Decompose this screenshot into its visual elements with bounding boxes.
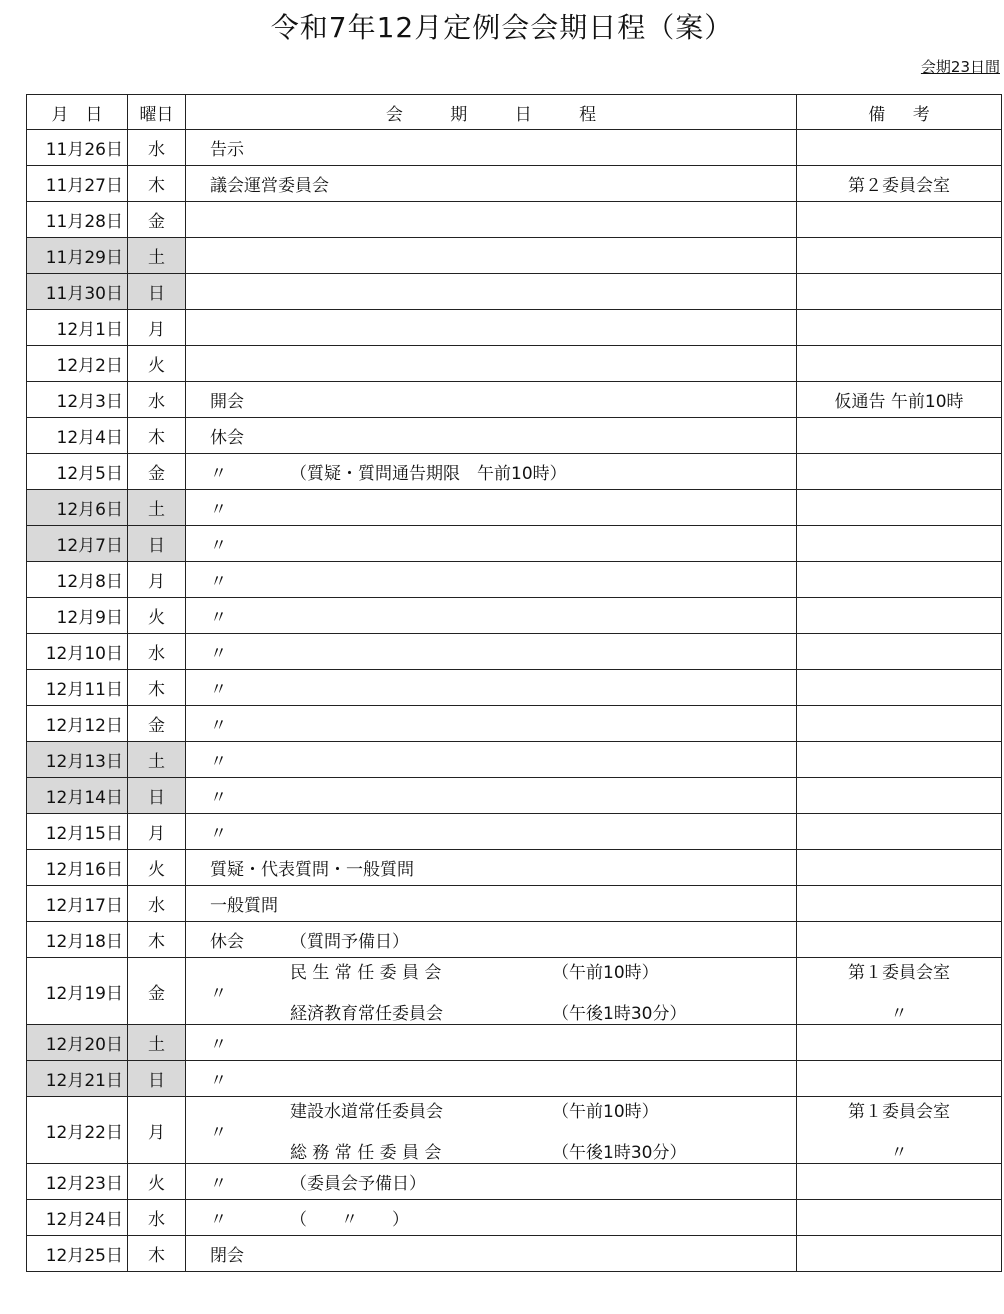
schedule-remark: （委員会予備日） (290, 1174, 426, 1194)
ditto-mark: 〃 (210, 983, 227, 1004)
day-of-week-cell: 木 (128, 922, 186, 958)
schedule-cell (186, 958, 797, 1025)
table-row (27, 670, 1002, 706)
table-row (27, 1164, 1002, 1200)
schedule-cell (186, 1200, 797, 1236)
committee-name: 総 務 常 任 委 員 会 (290, 1143, 442, 1163)
schedule-cell: 〃 (186, 526, 797, 562)
table-row (27, 346, 1002, 382)
schedule-text: 〃 (210, 1174, 227, 1194)
day-of-week-cell: 金 (128, 454, 186, 490)
note-cell (797, 742, 1002, 778)
note-cell (797, 778, 1002, 814)
note-text: 〃 (890, 1004, 908, 1024)
table-row (27, 850, 1002, 886)
header-row (27, 95, 1002, 130)
header-day-of-week: 曜日 (128, 95, 186, 130)
day-of-week-cell: 水 (128, 886, 186, 922)
table-row (27, 166, 1002, 202)
note-cell (797, 454, 1002, 490)
date-cell: 12月18日 (27, 922, 128, 958)
date-cell: 12月15日 (27, 814, 128, 850)
date-cell: 12月16日 (27, 850, 128, 886)
schedule-cell: 一般質問 (186, 886, 797, 922)
table-row (27, 1200, 1002, 1236)
date-cell: 12月13日 (27, 742, 128, 778)
table-row (27, 1025, 1002, 1061)
note-text: 第１委員会室 (848, 963, 950, 983)
schedule-cell (186, 1097, 797, 1164)
date-cell: 12月25日 (27, 1236, 128, 1272)
note-cell (797, 922, 1002, 958)
note-cell (797, 418, 1002, 454)
header-notes: 備 考 (797, 95, 1002, 130)
header-date: 月 日 (27, 95, 128, 130)
committee-name: 民 生 常 任 委 員 会 (290, 963, 442, 983)
table-row (27, 310, 1002, 346)
date-cell: 12月23日 (27, 1164, 128, 1200)
note-cell (797, 958, 1002, 1025)
day-of-week-cell: 日 (128, 526, 186, 562)
schedule-cell: 開会 (186, 382, 797, 418)
schedule-text: 休会 (210, 932, 244, 952)
table-row (27, 382, 1002, 418)
date-cell: 12月20日 (27, 1025, 128, 1061)
date-cell: 11月28日 (27, 202, 128, 238)
note-cell (797, 670, 1002, 706)
day-of-week-cell: 火 (128, 1164, 186, 1200)
date-cell: 12月17日 (27, 886, 128, 922)
day-of-week-cell: 火 (128, 598, 186, 634)
ditto-mark: 〃 (210, 1122, 227, 1143)
date-cell: 12月4日 (27, 418, 128, 454)
schedule-cell: 閉会 (186, 1236, 797, 1272)
date-cell: 12月14日 (27, 778, 128, 814)
schedule-cell: 〃 (186, 598, 797, 634)
schedule-cell (186, 274, 797, 310)
schedule-cell: 〃 (186, 742, 797, 778)
table-row (27, 238, 1002, 274)
date-cell: 11月26日 (27, 130, 128, 166)
table-row (27, 778, 1002, 814)
schedule-cell: 〃 (186, 490, 797, 526)
note-cell (797, 1061, 1002, 1097)
date-cell: 11月30日 (27, 274, 128, 310)
note-cell (797, 346, 1002, 382)
day-of-week-cell: 木 (128, 418, 186, 454)
day-of-week-cell: 金 (128, 958, 186, 1025)
day-of-week-cell: 土 (128, 742, 186, 778)
table-row (27, 814, 1002, 850)
day-of-week-cell: 金 (128, 706, 186, 742)
day-of-week-cell: 金 (128, 202, 186, 238)
date-cell: 12月22日 (27, 1097, 128, 1164)
table-row (27, 454, 1002, 490)
table-row (27, 526, 1002, 562)
date-cell: 12月11日 (27, 670, 128, 706)
committee-time: （午前10時） (552, 963, 659, 983)
table-row (27, 922, 1002, 958)
note-cell (797, 490, 1002, 526)
date-cell: 12月12日 (27, 706, 128, 742)
date-cell: 12月6日 (27, 490, 128, 526)
committee-time: （午後1時30分） (552, 1143, 687, 1163)
note-cell (797, 706, 1002, 742)
date-cell: 12月1日 (27, 310, 128, 346)
table-row (27, 1236, 1002, 1272)
day-of-week-cell: 月 (128, 814, 186, 850)
date-cell: 12月5日 (27, 454, 128, 490)
schedule-cell (186, 1164, 797, 1200)
schedule-text: 〃 (210, 1210, 227, 1230)
schedule-cell (186, 922, 797, 958)
note-cell (797, 814, 1002, 850)
day-of-week-cell: 土 (128, 490, 186, 526)
date-cell: 12月2日 (27, 346, 128, 382)
day-of-week-cell: 木 (128, 1236, 186, 1272)
date-cell: 12月21日 (27, 1061, 128, 1097)
table-row (27, 886, 1002, 922)
schedule-cell: 〃 (186, 778, 797, 814)
schedule-cell: 〃 (186, 814, 797, 850)
note-cell (797, 310, 1002, 346)
day-of-week-cell: 木 (128, 670, 186, 706)
note-cell (797, 130, 1002, 166)
committee-name: 経済教育常任委員会 (290, 1004, 443, 1024)
table-row (27, 706, 1002, 742)
date-cell: 12月24日 (27, 1200, 128, 1236)
note-cell (797, 598, 1002, 634)
table-row (27, 598, 1002, 634)
table-row (27, 634, 1002, 670)
date-cell: 11月29日 (27, 238, 128, 274)
day-of-week-cell: 水 (128, 130, 186, 166)
schedule-cell (186, 310, 797, 346)
schedule-remark: （質疑・質問通告期限 午前10時） (290, 464, 567, 484)
schedule-cell (186, 454, 797, 490)
date-cell: 12月3日 (27, 382, 128, 418)
day-of-week-cell: 水 (128, 1200, 186, 1236)
schedule-cell: 〃 (186, 706, 797, 742)
schedule-text: 〃 (210, 464, 227, 484)
session-length: 会期23日間 (920, 58, 1000, 76)
table-row (27, 202, 1002, 238)
day-of-week-cell: 月 (128, 310, 186, 346)
day-of-week-cell: 水 (128, 382, 186, 418)
schedule-table (26, 94, 1002, 1272)
schedule-cell: 〃 (186, 562, 797, 598)
day-of-week-cell: 月 (128, 1097, 186, 1164)
note-cell (797, 1164, 1002, 1200)
table-row (27, 490, 1002, 526)
date-cell: 12月9日 (27, 598, 128, 634)
table-row (27, 742, 1002, 778)
note-cell (797, 238, 1002, 274)
table-row (27, 1097, 1002, 1164)
schedule-cell: 〃 (186, 670, 797, 706)
date-cell: 12月8日 (27, 562, 128, 598)
note-cell (797, 1236, 1002, 1272)
note-cell: 仮通告 午前10時 (797, 382, 1002, 418)
schedule-cell: 〃 (186, 1025, 797, 1061)
day-of-week-cell: 月 (128, 562, 186, 598)
table-row (27, 958, 1002, 1025)
day-of-week-cell: 木 (128, 166, 186, 202)
note-cell (797, 1097, 1002, 1164)
note-cell (797, 886, 1002, 922)
schedule-cell: 質疑・代表質問・一般質問 (186, 850, 797, 886)
note-cell (797, 850, 1002, 886)
table-row (27, 418, 1002, 454)
day-of-week-cell: 日 (128, 274, 186, 310)
day-of-week-cell: 土 (128, 1025, 186, 1061)
schedule-cell (186, 202, 797, 238)
day-of-week-cell: 火 (128, 850, 186, 886)
day-of-week-cell: 水 (128, 634, 186, 670)
note-cell (797, 1025, 1002, 1061)
page-title: 令和7年12月定例会会期日程（案） (270, 11, 734, 44)
committee-name: 建設水道常任委員会 (290, 1102, 443, 1122)
schedule-cell (186, 238, 797, 274)
schedule-cell: 〃 (186, 634, 797, 670)
schedule-remark: （ 〃 ） (290, 1210, 409, 1230)
date-cell: 12月7日 (27, 526, 128, 562)
note-cell (797, 202, 1002, 238)
day-of-week-cell: 日 (128, 1061, 186, 1097)
day-of-week-cell: 火 (128, 346, 186, 382)
note-cell (797, 1200, 1002, 1236)
note-cell (797, 274, 1002, 310)
date-cell: 12月19日 (27, 958, 128, 1025)
schedule-remark: （質問予備日） (290, 932, 409, 952)
schedule-cell (186, 346, 797, 382)
committee-time: （午前10時） (552, 1102, 659, 1122)
note-cell (797, 562, 1002, 598)
schedule-cell: 〃 (186, 1061, 797, 1097)
header-schedule: 会 期 日 程 (186, 95, 797, 130)
day-of-week-cell: 日 (128, 778, 186, 814)
committee-time: （午後1時30分） (552, 1004, 687, 1024)
note-cell: 第２委員会室 (797, 166, 1002, 202)
note-text: 第１委員会室 (848, 1102, 950, 1122)
date-cell: 12月10日 (27, 634, 128, 670)
schedule-cell: 告示 (186, 130, 797, 166)
note-cell (797, 634, 1002, 670)
day-of-week-cell: 土 (128, 238, 186, 274)
date-cell: 11月27日 (27, 166, 128, 202)
schedule-cell: 休会 (186, 418, 797, 454)
table-row (27, 562, 1002, 598)
table-row (27, 1061, 1002, 1097)
table-row (27, 130, 1002, 166)
table-row (27, 274, 1002, 310)
note-cell (797, 526, 1002, 562)
note-text: 〃 (890, 1143, 908, 1163)
schedule-cell: 議会運営委員会 (186, 166, 797, 202)
